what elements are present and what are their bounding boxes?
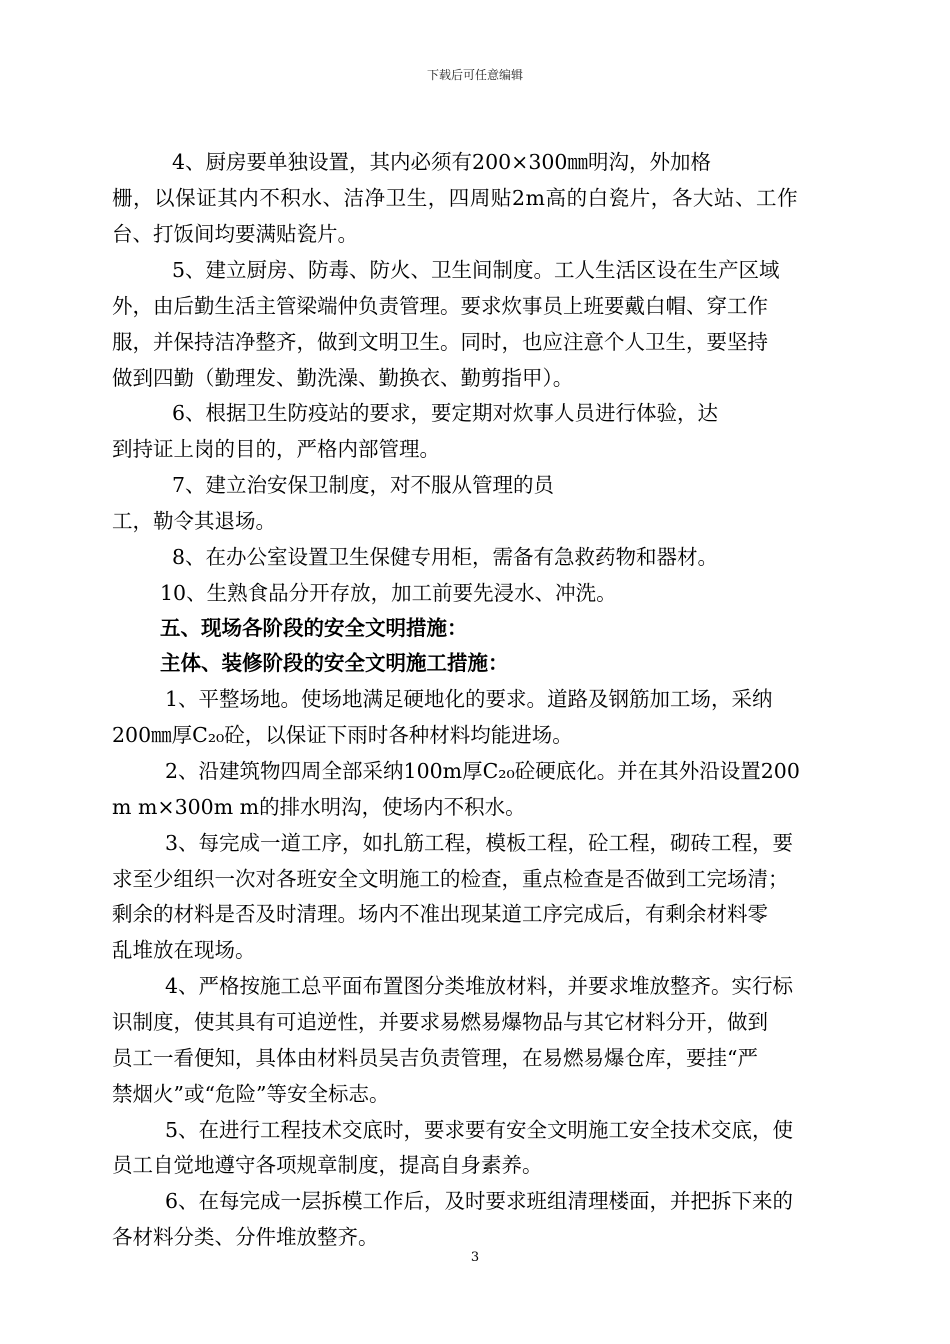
text-line: 6、根据卫生防疫站的要求，要定期对炊事人员进行体验，达 — [172, 401, 719, 425]
text-line: 1、平整场地。使场地满足硬地化的要求。道路及钢筋加工场，采纳 — [165, 687, 773, 711]
page-number: 3 — [470, 1250, 480, 1265]
text-line: 剩余的材料是否及时清理。场内不准出现某道工序完成后，有剩余材料零 — [112, 902, 768, 926]
text-line: 200㎜厚C₂₀砼，以保证下雨时各种材料均能进场。 — [112, 723, 573, 747]
text-line: 栅，以保证其内不积水、洁净卫生，四周贴2m高的白瓷片，各大站、工作 — [112, 186, 799, 210]
page-header: 下载后可任意编辑 — [426, 68, 523, 82]
text-line: 识制度，使其具有可追逆性，并要求易燃易爆物品与其它材料分开，做到 — [112, 1010, 768, 1034]
text-line: 6、在每完成一层拆模工作后，及时要求班组清理楼面，并把拆下来的 — [165, 1189, 794, 1213]
text-line: 工，勒令其退场。 — [112, 509, 276, 533]
text-line: m m×300m m的排水明沟，使场内不积水。 — [112, 795, 526, 819]
subsection-heading: 主体、装修阶段的安全文明施工措施： — [160, 651, 509, 675]
text-line: 5、建立厨房、防毒、防火、卫生间制度。工人生活区设在生产区域 — [172, 258, 780, 282]
text-line: 禁烟火”或“危险”等安全标志。 — [112, 1082, 390, 1106]
text-line: 各材料分类、分件堆放整齐。 — [112, 1225, 379, 1249]
text-line: 乱堆放在现场。 — [112, 938, 256, 962]
text-line: 外，由后勤生活主管梁端仲负责管理。要求炊事员上班要戴白帽、穿工作 — [112, 294, 768, 318]
text-line: 员工自觉地遵守各项规章制度，提高自身素养。 — [112, 1153, 543, 1177]
section-heading: 五、现场各阶段的安全文明措施： — [160, 616, 468, 640]
text-line: 到持证上岗的目的，严格内部管理。 — [112, 437, 440, 461]
text-line: 5、在进行工程技术交底时，要求要有安全文明施工安全技术交底，使 — [165, 1118, 794, 1142]
text-line: 做到四勤（勤理发、勤洗澡、勤换衣、勤剪指甲）。 — [112, 366, 574, 390]
text-line: 4、严格按施工总平面布置图分类堆放材料，并要求堆放整齐。实行标 — [165, 974, 794, 998]
text-line: 2、沿建筑物四周全部采纳100m厚C₂₀砼硬底化。并在其外沿设置200 — [165, 759, 800, 783]
text-line: 4、厨房要单独设置，其内必须有200×300㎜明沟，外加格 — [172, 150, 711, 174]
text-line: 台、打饭间均要满贴瓷片。 — [112, 222, 358, 246]
text-line: 7、建立治安保卫制度，对不服从管理的员 — [172, 473, 555, 497]
text-line: 10、生熟食品分开存放，加工前要先浸水、冲洗。 — [160, 581, 617, 605]
text-line: 求至少组织一次对各班安全文明施工的检查，重点检查是否做到工完场清； — [112, 867, 789, 891]
text-line: 8、在办公室设置卫生保健专用柜，需备有急救药物和器材。 — [172, 545, 719, 569]
text-line: 3、每完成一道工序，如扎筋工程，模板工程，砼工程，砌砖工程，要 — [165, 831, 794, 855]
text-line: 服，并保持洁净整齐，做到文明卫生。同时，也应注意个人卫生，要坚持 — [112, 330, 768, 354]
text-line: 员工一看便知，具体由材料员吴吉负责管理，在易燃易爆仓库，要挂“严 — [112, 1046, 758, 1070]
